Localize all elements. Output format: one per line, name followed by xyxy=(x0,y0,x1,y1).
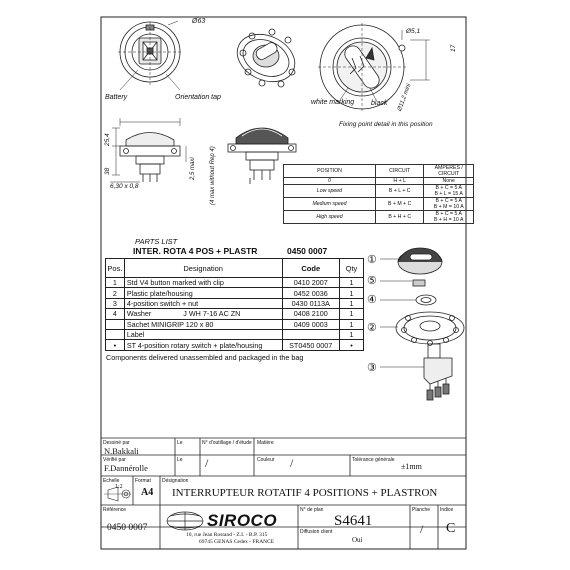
front-view-drawing xyxy=(118,21,182,90)
dim-4max: (4 max without Rep 4) xyxy=(210,146,216,205)
label-fixing-point: Fixing point detail in this position xyxy=(339,121,433,128)
le-label-2: Le xyxy=(177,457,183,463)
pos-row-0-position: 0 xyxy=(284,178,376,185)
part-qty: • xyxy=(339,340,363,350)
part-code: 0408 2100 xyxy=(282,309,339,319)
format: A4 xyxy=(141,487,154,498)
drawn-by-label: Dessiné par xyxy=(103,440,130,446)
parts-list-code: 0450 0007 xyxy=(287,246,328,256)
exploded-view-drawing xyxy=(380,248,464,400)
le-label-1: Le xyxy=(177,440,183,446)
label-white-marking: white marking xyxy=(311,99,355,106)
part-pos: 2 xyxy=(106,288,125,298)
plan-label: N° de plan xyxy=(300,507,324,513)
parts-table xyxy=(105,258,364,351)
part-code: 0430 0113A xyxy=(282,298,339,308)
dim-11: Ø11,2 mini xyxy=(397,83,413,113)
plan-number: S4641 xyxy=(334,513,373,529)
dim-38: 38 xyxy=(104,167,111,175)
parts-header-pos: Pos. xyxy=(106,259,125,278)
side-view-drawing xyxy=(110,118,186,182)
designation-label: Désignation xyxy=(162,478,189,484)
part-code: 0452 0036 xyxy=(282,288,339,298)
table-row xyxy=(106,288,364,298)
reference: 0450 0007 xyxy=(107,523,148,533)
pos-row-2-amperes: B + C = 5 A B + M = 10 A xyxy=(424,198,474,211)
callout-5: ⑤ xyxy=(367,275,377,287)
parts-header-code: Code xyxy=(282,259,339,278)
callout-3: ③ xyxy=(367,362,377,374)
diffusion-label: Diffusion client xyxy=(300,529,333,535)
part-designation: Washer J WH 7-16 AC ZN xyxy=(124,309,282,319)
part-designation: ST 4-position rotary switch + plate/housing xyxy=(124,340,282,350)
part-designation: Sachet MINIGRIP 120 x 80 xyxy=(124,319,282,329)
part-pos xyxy=(106,329,125,339)
dim-25: 25,4 xyxy=(104,133,111,146)
address-line-2: 69745 GENAS Cedex - FRANCE xyxy=(199,539,275,545)
diffusion: Oui xyxy=(352,536,363,544)
table-row xyxy=(106,309,364,319)
scale-label: Echelle xyxy=(103,478,120,484)
pos-row-0-circuit: H + L xyxy=(375,178,424,185)
checked-by-label: Vérifié par xyxy=(103,457,126,463)
tolerance: ±1mm xyxy=(401,462,422,471)
part-pos xyxy=(106,319,125,329)
dim-17: 17 xyxy=(450,44,457,52)
scale: 1:2 xyxy=(115,484,123,490)
knob-detail-drawing xyxy=(318,23,430,111)
material-label: Matière xyxy=(257,440,274,446)
part-code: 0410 2007 xyxy=(282,278,339,288)
part-code: ST0450 0007 xyxy=(282,340,339,350)
label-orientation-tap: Orientation tap xyxy=(175,94,221,101)
table-row xyxy=(106,319,364,329)
part-qty: 1 xyxy=(339,278,363,288)
color-label: Couleur xyxy=(257,457,275,463)
designation: INTERRUPTEUR ROTATIF 4 POSITIONS + PLASTRON xyxy=(172,487,438,499)
table-row xyxy=(106,278,364,288)
callout-1: ① xyxy=(367,254,377,266)
siroco-logo-globe xyxy=(167,512,203,530)
position-table xyxy=(283,164,474,224)
parts-list-caption: PARTS LIST xyxy=(135,237,178,246)
planche: / xyxy=(420,522,424,536)
tolerance-label: Tolérance générale xyxy=(352,457,395,463)
planche-label: Planche xyxy=(412,507,431,513)
dim-6-30: 6,30 x 0,8 xyxy=(110,183,139,190)
tool-label: N° d'outillage / d'étude xyxy=(202,440,252,446)
slash-2: / xyxy=(290,456,294,470)
format-label: Format xyxy=(135,478,151,484)
callout-2: ② xyxy=(367,322,377,334)
slash-1: / xyxy=(205,456,209,470)
circuit-header: CIRCUIT xyxy=(375,165,424,178)
pos-row-3-position: High speed xyxy=(284,211,376,224)
label-battery: Battery xyxy=(105,94,128,101)
drawn-by: N.Bakkali xyxy=(104,446,139,456)
pos-row-0-amperes: None xyxy=(424,178,474,185)
dim-diameter: Ø63 xyxy=(192,18,206,25)
part-pos: • xyxy=(106,340,125,350)
pos-row-1-circuit: B + L + C xyxy=(375,185,424,198)
pos-row-1-amperes: B + C = 5 A B + L = 15 A xyxy=(424,185,474,198)
table-row xyxy=(106,340,364,350)
part-qty: 1 xyxy=(339,298,363,308)
pos-row-3-circuit: B + H + C xyxy=(375,211,424,224)
pos-row-3-amperes: B + C = 5 A B + H = 10 A xyxy=(424,211,474,224)
part-designation: Std V4 button marked with clip xyxy=(124,278,282,288)
address-line-1: 10, rue Jean Rostand - Z.I. - B.P. 315 xyxy=(186,532,268,538)
dim-5: Ø5,1 xyxy=(406,28,421,35)
part-pos: 4 xyxy=(106,309,125,319)
label-black: black xyxy=(371,100,388,107)
part-code: 0409 0003 xyxy=(282,319,339,329)
part-designation: Plastic plate/housing xyxy=(124,288,282,298)
parts-note: Components delivered unassembled and packaged in the bag xyxy=(106,353,304,362)
part-qty: 1 xyxy=(339,329,363,339)
reference-label: Référence xyxy=(103,507,127,513)
pos-row-2-position: Medium speed xyxy=(284,198,376,211)
parts-list-title: INTER. ROTA 4 POS + PLASTR xyxy=(133,246,258,256)
amperes-header: AMPERES / CIRCUIT xyxy=(424,165,474,178)
parts-header-designation: Designation xyxy=(124,259,282,278)
part-pos: 1 xyxy=(106,278,125,288)
pos-row-2-circuit: B + M + C xyxy=(375,198,424,211)
parts-header-qty: Qty xyxy=(339,259,363,278)
siroco-logo-text: SIROCO xyxy=(207,511,278,530)
dim-2-5: 2,5 maxi xyxy=(190,157,196,180)
part-qty: 1 xyxy=(339,309,363,319)
pos-header: POSITION xyxy=(284,165,376,178)
perspective-view-drawing xyxy=(230,25,303,90)
part-code xyxy=(282,329,339,339)
table-row xyxy=(106,298,364,308)
indice-label: Indice xyxy=(440,507,454,513)
callout-4: ④ xyxy=(367,294,377,306)
part-designation: 4-position switch + nut xyxy=(124,298,282,308)
part-pos: 3 xyxy=(106,298,125,308)
table-row xyxy=(106,329,364,339)
part-designation: Label xyxy=(124,329,282,339)
part-qty: 1 xyxy=(339,288,363,298)
part-qty: 1 xyxy=(339,319,363,329)
checked-by: F.Dannérolle xyxy=(104,463,148,473)
pos-row-1-position: Low speed xyxy=(284,185,376,198)
indice: C xyxy=(446,521,456,536)
